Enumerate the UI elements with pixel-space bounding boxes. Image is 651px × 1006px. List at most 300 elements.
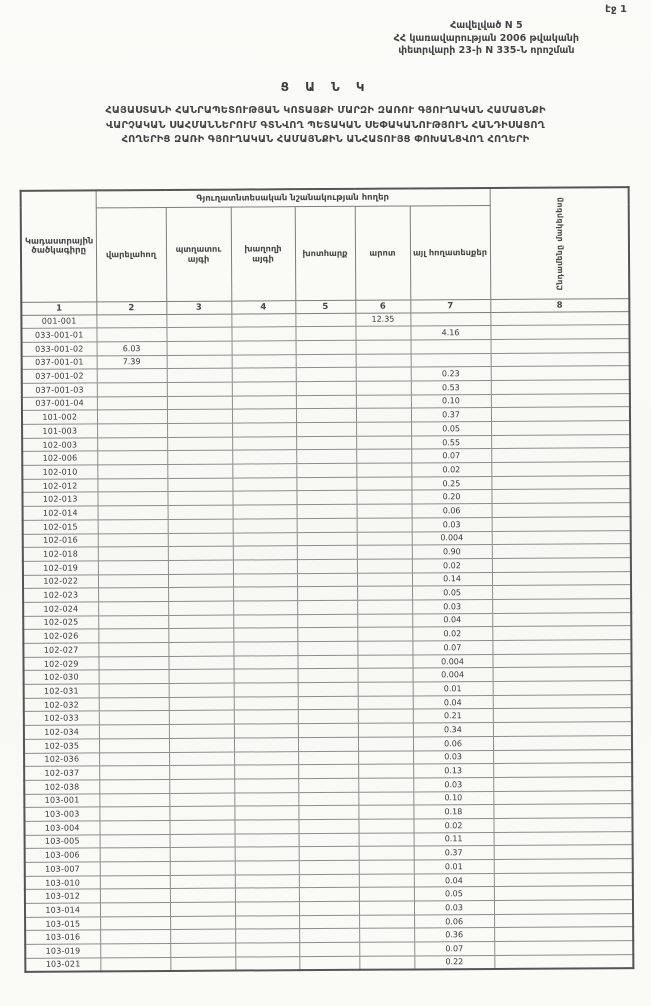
col-vineyard-header: խաղողի այգի	[231, 206, 296, 300]
empty-cell	[297, 614, 357, 628]
empty-cell	[298, 682, 358, 696]
code-cell: 103-005	[25, 835, 100, 849]
empty-cell	[234, 710, 298, 724]
value-cell: 0.01	[414, 859, 494, 873]
empty-cell	[234, 779, 298, 793]
empty-cell	[492, 571, 631, 586]
code-cell: 033-001-02	[22, 342, 97, 356]
code-cell: 037-001-02	[22, 369, 97, 383]
empty-cell	[235, 929, 299, 943]
empty-cell	[298, 710, 358, 724]
empty-cell	[494, 872, 633, 887]
empty-cell	[299, 956, 359, 970]
code-cell: 103-007	[25, 862, 100, 876]
empty-cell	[232, 341, 296, 355]
empty-cell	[297, 600, 357, 614]
value-cell: 0.03	[412, 599, 492, 613]
empty-cell	[299, 860, 359, 874]
empty-cell	[494, 845, 633, 860]
empty-cell	[232, 477, 296, 491]
empty-cell	[356, 395, 411, 409]
code-cell: 102-019	[23, 561, 98, 575]
empty-cell	[170, 888, 235, 902]
empty-cell	[493, 708, 632, 723]
empty-cell	[167, 478, 232, 492]
empty-cell	[359, 928, 414, 942]
empty-cell	[99, 738, 169, 752]
empty-cell	[355, 326, 410, 340]
empty-cell	[234, 683, 298, 697]
empty-cell	[356, 340, 411, 354]
empty-cell	[232, 409, 296, 423]
value-cell: 0.05	[412, 586, 492, 600]
empty-cell	[233, 628, 297, 642]
empty-cell	[490, 311, 629, 326]
value-cell: 0.05	[411, 421, 491, 435]
empty-cell	[235, 874, 299, 888]
empty-cell	[490, 325, 629, 340]
empty-cell	[233, 518, 297, 532]
empty-cell	[359, 860, 414, 874]
empty-cell	[98, 519, 168, 533]
empty-cell	[494, 886, 633, 901]
code-cell: 102-015	[23, 520, 98, 534]
empty-cell	[235, 861, 299, 875]
code-cell: 102-018	[23, 547, 98, 561]
code-cell: 103-006	[25, 848, 100, 862]
empty-cell	[169, 752, 234, 766]
empty-cell	[297, 559, 357, 573]
cadastral-code-header: Կադաստրային ծածկագիրը	[21, 190, 97, 301]
empty-cell	[99, 711, 169, 725]
empty-cell	[170, 916, 235, 930]
empty-cell	[492, 612, 631, 627]
empty-cell	[493, 804, 632, 819]
appendix-reference-block	[394, 20, 579, 58]
empty-cell	[98, 574, 168, 588]
value-cell: 0.07	[414, 942, 494, 956]
empty-cell	[168, 601, 233, 615]
empty-cell	[491, 421, 630, 436]
value-cell: 0.11	[414, 832, 494, 846]
empty-cell	[232, 423, 296, 437]
empty-cell	[100, 875, 170, 889]
empty-cell	[167, 396, 232, 410]
code-cell: 101-002	[22, 410, 97, 424]
empty-cell	[97, 423, 167, 437]
value-cell: 0.06	[413, 736, 493, 750]
empty-cell	[231, 313, 295, 327]
empty-cell	[299, 888, 359, 902]
value-cell: 0.07	[412, 640, 492, 654]
code-cell: 102-031	[24, 684, 99, 698]
empty-cell	[357, 641, 412, 655]
empty-cell	[168, 628, 233, 642]
empty-cell	[98, 629, 168, 643]
empty-cell	[494, 954, 633, 969]
value-cell: 4.16	[410, 326, 490, 340]
empty-cell	[233, 587, 297, 601]
empty-cell	[97, 492, 167, 506]
code-cell: 102-003	[22, 438, 97, 452]
empty-cell	[299, 942, 359, 956]
empty-cell	[234, 792, 298, 806]
empty-cell	[100, 957, 170, 971]
empty-cell	[356, 354, 411, 368]
empty-cell	[298, 737, 358, 751]
total-area-header-text: Ընդամենը մակերեսը	[554, 196, 565, 291]
col-hayfield-header: խոտհարք	[295, 206, 356, 300]
code-cell: 103-003	[24, 807, 99, 821]
empty-cell	[358, 709, 413, 723]
empty-cell	[97, 437, 167, 451]
value-cell: 0.004	[412, 654, 492, 668]
empty-cell	[168, 615, 233, 629]
empty-cell	[357, 614, 412, 628]
empty-cell	[169, 669, 234, 683]
value-cell: 0.10	[411, 394, 491, 408]
empty-cell	[492, 544, 631, 559]
value-cell: 0.14	[412, 572, 492, 586]
empty-cell	[356, 381, 411, 395]
empty-cell	[296, 354, 356, 368]
value-cell: 0.37	[414, 846, 494, 860]
empty-cell	[233, 601, 297, 615]
col-orchard-header: պտղատու այգի	[166, 207, 232, 301]
empty-cell	[296, 436, 356, 450]
empty-cell	[97, 410, 167, 424]
empty-cell	[169, 711, 234, 725]
empty-cell	[356, 490, 411, 504]
empty-cell	[234, 724, 298, 738]
empty-cell	[493, 681, 632, 696]
empty-cell	[168, 505, 233, 519]
code-cell: 037-001-01	[22, 355, 97, 369]
empty-cell	[167, 382, 232, 396]
empty-cell	[494, 900, 633, 915]
empty-cell	[296, 381, 356, 395]
empty-cell	[232, 491, 296, 505]
value-cell: 0.04	[413, 695, 493, 709]
empty-cell	[168, 560, 233, 574]
empty-cell	[234, 669, 298, 683]
code-cell: 103-014	[25, 903, 100, 917]
empty-cell	[358, 682, 413, 696]
empty-cell	[297, 504, 357, 518]
col-number-4: 4	[231, 300, 295, 313]
empty-cell	[297, 573, 357, 587]
empty-cell	[492, 640, 631, 655]
empty-cell	[96, 328, 166, 342]
subtitle-line-1: ՀԱՅԱՍՏԱՆԻ ՀԱՆՐԱՊԵՏՈՒԹՅԱՆ ԿՈՏԱՅՔԻ ՄԱՐԶԻ ԶԱՌՈՒ ԳՅՈՒՂԱԿԱՆ ՀԱՄԱՅՆՔԻ	[105, 105, 546, 116]
empty-cell	[232, 395, 296, 409]
page-number-label: էջ 1	[605, 4, 627, 15]
empty-cell	[491, 434, 630, 449]
empty-cell	[99, 670, 169, 684]
empty-cell	[492, 599, 631, 614]
empty-cell	[231, 327, 295, 341]
land-table-wrapper	[20, 186, 633, 973]
empty-cell	[233, 655, 297, 669]
empty-cell	[170, 875, 235, 889]
value-cell: 7.39	[97, 355, 167, 369]
empty-cell	[235, 833, 299, 847]
appendix-line-3: փետրվարի 23-ի N 335-Ն որոշման	[398, 45, 575, 56]
empty-cell	[356, 463, 411, 477]
code-cell: 102-027	[23, 643, 98, 657]
code-cell: 103-021	[25, 958, 100, 972]
value-cell: 6.03	[97, 341, 167, 355]
code-cell: 102-022	[23, 574, 98, 588]
empty-cell	[492, 558, 631, 573]
appendix-line-2: ՀՀ կառավարության 2006 թվականի	[393, 32, 579, 44]
col-other-lands-header: այլ հողատեսքեր	[410, 205, 491, 299]
empty-cell	[99, 684, 169, 698]
empty-cell	[232, 450, 296, 464]
document-subtitle	[10, 104, 641, 148]
code-cell: 102-035	[24, 739, 99, 753]
total-area-header	[490, 187, 630, 299]
empty-cell	[98, 506, 168, 520]
empty-cell	[297, 655, 357, 669]
code-cell: 102-026	[23, 629, 98, 643]
empty-cell	[356, 436, 411, 450]
value-cell: 0.04	[412, 613, 492, 627]
empty-cell	[100, 944, 170, 958]
empty-cell	[97, 465, 167, 479]
code-cell: 102-014	[23, 506, 98, 520]
empty-cell	[99, 725, 169, 739]
empty-cell	[356, 477, 411, 491]
empty-cell	[295, 327, 355, 341]
empty-cell	[296, 491, 356, 505]
empty-cell	[492, 626, 631, 641]
empty-cell	[235, 943, 299, 957]
empty-cell	[169, 697, 234, 711]
value-cell: 0.37	[411, 408, 491, 422]
value-cell: 0.55	[411, 435, 491, 449]
col-arable-header: վարելահող	[96, 207, 167, 301]
code-cell: 102-025	[23, 616, 98, 630]
empty-cell	[356, 367, 411, 381]
empty-cell	[359, 915, 414, 929]
empty-cell	[100, 916, 170, 930]
empty-cell	[98, 601, 168, 615]
col-number-3: 3	[166, 301, 231, 314]
empty-cell	[98, 615, 168, 629]
value-cell: 0.004	[412, 531, 492, 545]
value-cell: 0.02	[413, 818, 493, 832]
empty-cell	[359, 942, 414, 956]
empty-cell	[493, 777, 632, 792]
col-pasture-header: արոտ	[355, 205, 411, 299]
value-cell: 0.07	[411, 449, 491, 463]
empty-cell	[234, 806, 298, 820]
value-cell: 0.03	[414, 901, 494, 915]
empty-cell	[169, 765, 234, 779]
value-cell: 0.02	[412, 558, 492, 572]
empty-cell	[296, 368, 356, 382]
empty-cell	[170, 847, 235, 861]
code-cell: 102-037	[24, 766, 99, 780]
empty-cell	[168, 533, 233, 547]
value-cell: 0.03	[413, 777, 493, 791]
col-number-2: 2	[96, 301, 166, 314]
empty-cell	[299, 847, 359, 861]
empty-cell	[234, 751, 298, 765]
empty-cell	[358, 737, 413, 751]
code-cell: 103-001	[24, 793, 99, 807]
value-cell: 0.004	[413, 668, 493, 682]
empty-cell	[297, 628, 357, 642]
empty-cell	[358, 778, 413, 792]
empty-cell	[233, 560, 297, 574]
empty-cell	[494, 859, 633, 874]
empty-cell	[168, 587, 233, 601]
subtitle-line-2: ՎԱՐՉԱԿԱՆ ՍԱՀՄԱՆՆԵՐՈՒՄ ԳՏՆՎՈՂ ՊԵՏԱԿԱՆ ՍԵՓԱԿԱՆՈՒԹՅՈՒՆ ՀԱՆԴԻՍԱՑՈՂ	[106, 119, 545, 131]
empty-cell	[357, 655, 412, 669]
empty-cell	[491, 380, 630, 395]
empty-cell	[358, 764, 413, 778]
empty-cell	[357, 559, 412, 573]
code-cell: 102-006	[22, 451, 97, 465]
empty-cell	[100, 903, 170, 917]
value-cell: 0.23	[411, 367, 491, 381]
empty-cell	[168, 642, 233, 656]
empty-cell	[493, 763, 632, 778]
empty-cell	[234, 820, 298, 834]
empty-cell	[492, 516, 631, 531]
value-cell: 0.18	[413, 805, 493, 819]
land-transfer-table	[20, 186, 635, 973]
col-number-5: 5	[295, 300, 355, 313]
empty-cell	[359, 846, 414, 860]
empty-cell	[168, 546, 233, 560]
empty-cell	[492, 585, 631, 600]
empty-cell	[98, 547, 168, 561]
empty-cell	[233, 532, 297, 546]
empty-cell	[356, 449, 411, 463]
empty-cell	[100, 889, 170, 903]
empty-cell	[359, 901, 414, 915]
empty-cell	[357, 518, 412, 532]
empty-cell	[298, 696, 358, 710]
empty-cell	[169, 793, 234, 807]
empty-cell	[491, 339, 630, 354]
empty-cell	[296, 477, 356, 491]
empty-cell	[235, 902, 299, 916]
empty-cell	[98, 656, 168, 670]
empty-cell	[492, 530, 631, 545]
empty-cell	[234, 737, 298, 751]
empty-cell	[493, 694, 632, 709]
empty-cell	[100, 930, 170, 944]
code-cell: 102-033	[24, 711, 99, 725]
empty-cell	[235, 956, 299, 970]
empty-cell	[99, 820, 169, 834]
empty-cell	[296, 395, 356, 409]
empty-cell	[493, 722, 632, 737]
empty-cell	[167, 492, 232, 506]
col-number-7: 7	[410, 299, 490, 312]
code-cell: 102-010	[22, 465, 97, 479]
empty-cell	[299, 929, 359, 943]
empty-cell	[491, 393, 630, 408]
empty-cell	[97, 382, 167, 396]
empty-cell	[491, 366, 630, 381]
empty-cell	[494, 831, 633, 846]
appendix-line-1: Հավելված N 5	[450, 20, 523, 31]
code-cell: 102-034	[24, 725, 99, 739]
empty-cell	[99, 779, 169, 793]
empty-cell	[297, 641, 357, 655]
value-cell: 0.05	[414, 887, 494, 901]
empty-cell	[168, 574, 233, 588]
code-cell: 102-038	[24, 780, 99, 794]
empty-cell	[358, 723, 413, 737]
empty-cell	[298, 806, 358, 820]
empty-cell	[296, 422, 356, 436]
value-cell: 0.53	[411, 380, 491, 394]
empty-cell	[99, 793, 169, 807]
empty-cell	[232, 354, 296, 368]
empty-cell	[170, 943, 235, 957]
empty-cell	[491, 448, 630, 463]
empty-cell	[358, 819, 413, 833]
empty-cell	[494, 818, 633, 833]
empty-cell	[96, 314, 166, 328]
empty-cell	[233, 642, 297, 656]
empty-cell	[296, 409, 356, 423]
empty-cell	[169, 683, 234, 697]
empty-cell	[100, 848, 170, 862]
code-cell: 037-001-03	[22, 383, 97, 397]
empty-cell	[493, 749, 632, 764]
empty-cell	[358, 696, 413, 710]
value-cell: 0.03	[412, 517, 492, 531]
value-cell: 0.34	[413, 723, 493, 737]
empty-cell	[233, 614, 297, 628]
empty-cell	[167, 341, 232, 355]
value-cell: 12.35	[355, 312, 410, 326]
code-cell: 102-024	[23, 602, 98, 616]
empty-cell	[100, 834, 170, 848]
empty-cell	[296, 463, 356, 477]
table-body	[21, 311, 633, 972]
empty-cell	[232, 436, 296, 450]
empty-cell	[357, 600, 412, 614]
code-cell: 033-001-01	[21, 328, 96, 342]
group-header-row	[21, 187, 629, 208]
empty-cell	[298, 792, 358, 806]
empty-cell	[357, 627, 412, 641]
value-cell: 0.25	[411, 476, 491, 490]
empty-cell	[357, 504, 412, 518]
value-cell: 0.36	[414, 928, 494, 942]
empty-cell	[234, 765, 298, 779]
empty-cell	[166, 314, 231, 328]
code-cell: 102-030	[24, 670, 99, 684]
empty-cell	[492, 503, 631, 518]
empty-cell	[97, 451, 167, 465]
empty-cell	[494, 941, 633, 956]
empty-cell	[357, 531, 412, 545]
code-cell: 102-012	[22, 479, 97, 493]
empty-cell	[493, 735, 632, 750]
empty-cell	[359, 833, 414, 847]
code-cell: 102-032	[24, 698, 99, 712]
empty-cell	[233, 546, 297, 560]
